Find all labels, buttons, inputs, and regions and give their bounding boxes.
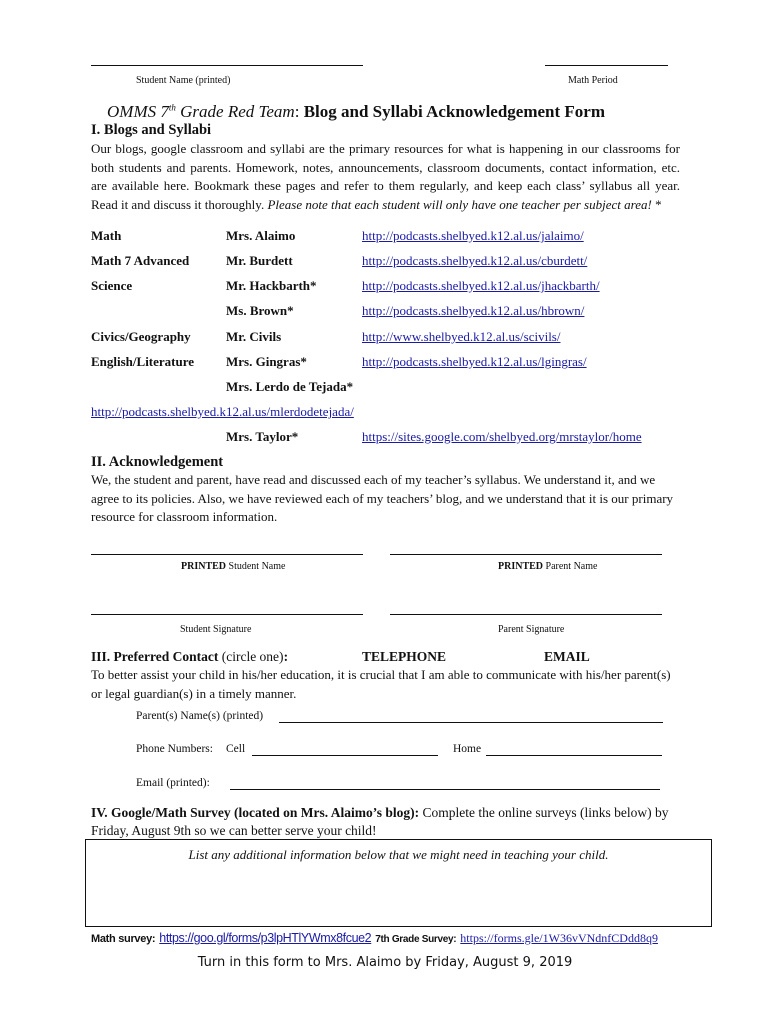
printed-bold: PRINTED (181, 561, 227, 572)
circle-one: (circle one) (218, 649, 284, 664)
teacher-subject: English/Literature (91, 354, 195, 369)
section2-heading: II. Acknowledgement (91, 454, 224, 470)
student-signature-line[interactable] (91, 614, 363, 615)
additional-info-box[interactable] (85, 839, 712, 927)
cell-label: Cell (226, 743, 246, 755)
telephone-option[interactable]: TELEPHONE (362, 649, 447, 664)
section1-star: * (651, 196, 662, 212)
email-printed-label: Email (printed): (136, 777, 210, 789)
home-phone-line[interactable] (486, 755, 662, 756)
section3-colon: : (283, 649, 289, 664)
student-name-text: Student Name (226, 561, 286, 572)
teacher-name: Mr. Burdett (226, 253, 293, 268)
math-survey-label: Math survey: (91, 933, 156, 945)
title-sup: th (168, 102, 176, 113)
printed-student-name-label (181, 561, 285, 572)
cell-phone-line[interactable] (252, 755, 438, 756)
section4-paragraph (91, 804, 681, 840)
teacher-blog-link[interactable]: http://podcasts.shelbyed.k12.al.us/hbrown/ (362, 303, 585, 318)
section1-note: Please note that each student will only have one teacher per subject area! (264, 196, 652, 212)
additional-info-prompt: List any additional information below that we might need in teaching your child. (188, 847, 609, 862)
teacher-blog-link[interactable]: http://www.shelbyed.k12.al.us/scivils/ (362, 329, 561, 344)
title-team: Grade Red Team (175, 102, 295, 121)
title-main: Blog and Syllabi Acknowledgement Form (303, 102, 606, 121)
teacher-name: Mrs. Taylor* (226, 429, 299, 444)
teacher-name: Mr. Hackbarth* (226, 278, 317, 293)
title-prefix: OMMS 7 (107, 102, 169, 121)
math-period-label: Math Period (568, 75, 618, 86)
teacher-subject: Math (91, 228, 122, 243)
teacher-blog-link[interactable]: http://podcasts.shelbyed.k12.al.us/cburdett/ (362, 253, 588, 268)
teacher-blog-link[interactable]: https://sites.google.com/shelbyed.org/mrstaylor/home (362, 429, 642, 444)
grade-survey-label: 7th Grade Survey: (375, 934, 457, 945)
student-signature-label: Student Signature (180, 624, 252, 635)
email-option[interactable]: EMAIL (544, 649, 590, 664)
footer-instruction: Turn in this form to Mrs. Alaimo by Friday, August 9, 2019 (197, 955, 573, 970)
student-name-label: Student Name (printed) (136, 75, 231, 86)
teacher-subject: Math 7 Advanced (91, 253, 190, 268)
parent-names-line[interactable] (279, 722, 663, 723)
section1-heading: I. Blogs and Syllabi (91, 122, 212, 138)
student-name-line[interactable] (91, 65, 363, 66)
section4-heading: IV. Google/Math Survey (located on Mrs. Alaimo’s blog): (91, 805, 420, 820)
teacher-name: Ms. Brown* (226, 303, 294, 318)
section3-heading-row (91, 649, 288, 665)
title-colon: : (294, 102, 304, 121)
section3-heading: III. Preferred Contact (91, 649, 219, 664)
section1-text: Our blogs, google classroom and syllabi are the primary resources for what is happening in our classrooms for both students and parents. Homework, notes, announcements, classroom documents, contact information, etc. are available here. Bookmark these pages and refer to them regularly, and keep each class’ syllabus all year. Read it and discuss it thoroughly. (91, 141, 680, 212)
teacher-name: Mrs. Gingras* (226, 354, 307, 369)
teacher-name: Mrs. Alaimo (226, 228, 296, 243)
grade-survey-link[interactable]: https://forms.gle/1W36vVNdnfCDdd8q9 (460, 931, 658, 945)
teacher-name: Mrs. Lerdo de Tejada* (226, 379, 354, 394)
teacher-name: Mr. Civils (226, 329, 282, 344)
section2-paragraph: We, the student and parent, have read and discussed each of my teacher’s syllabus. We understand it, and we agree to its policies. Also, we have reviewed each of my teachers’ blog, and we understand that it is our primary resource for classroom information. (91, 472, 674, 524)
teacher-blog-link[interactable]: http://podcasts.shelbyed.k12.al.us/lgingras/ (362, 354, 587, 369)
printed-parent-name-line[interactable] (390, 554, 662, 555)
survey-links-row (91, 929, 658, 947)
parent-names-label: Parent(s) Name(s) (printed) (136, 710, 264, 722)
parent-signature-label: Parent Signature (498, 624, 565, 635)
teacher-subject: Civics/Geography (91, 329, 191, 344)
teacher-blog-link[interactable]: http://podcasts.shelbyed.k12.al.us/jalaimo/ (362, 228, 584, 243)
page-title (107, 102, 605, 122)
section1-paragraph (91, 140, 680, 214)
section4-text: Complete the online surveys (links below) by Friday, August 9th so we can better serve your child! (91, 805, 669, 838)
phone-numbers-label: Phone Numbers: (136, 743, 213, 755)
home-label: Home (453, 743, 482, 755)
math-period-line[interactable] (545, 65, 668, 66)
teacher-blog-link[interactable]: http://podcasts.shelbyed.k12.al.us/mlerdodetejada/ (91, 404, 354, 419)
teacher-subject: Science (91, 278, 133, 293)
printed-parent-name-label (498, 561, 597, 572)
math-survey-link[interactable]: https://goo.gl/forms/p3lpHTlYWmx8fcue2 (159, 931, 372, 945)
parent-signature-line[interactable] (390, 614, 662, 615)
printed-bold: PRINTED (498, 561, 544, 572)
section3-paragraph: To better assist your child in his/her education, it is crucial that I am able to communicate with his/her parent(s) or legal guardian(s) in a timely manner. (91, 667, 671, 701)
email-line[interactable] (230, 789, 660, 790)
teacher-blog-link[interactable]: http://podcasts.shelbyed.k12.al.us/jhackbarth/ (362, 278, 600, 293)
printed-student-name-line[interactable] (91, 554, 363, 555)
parent-name-text: Parent Name (543, 561, 598, 572)
